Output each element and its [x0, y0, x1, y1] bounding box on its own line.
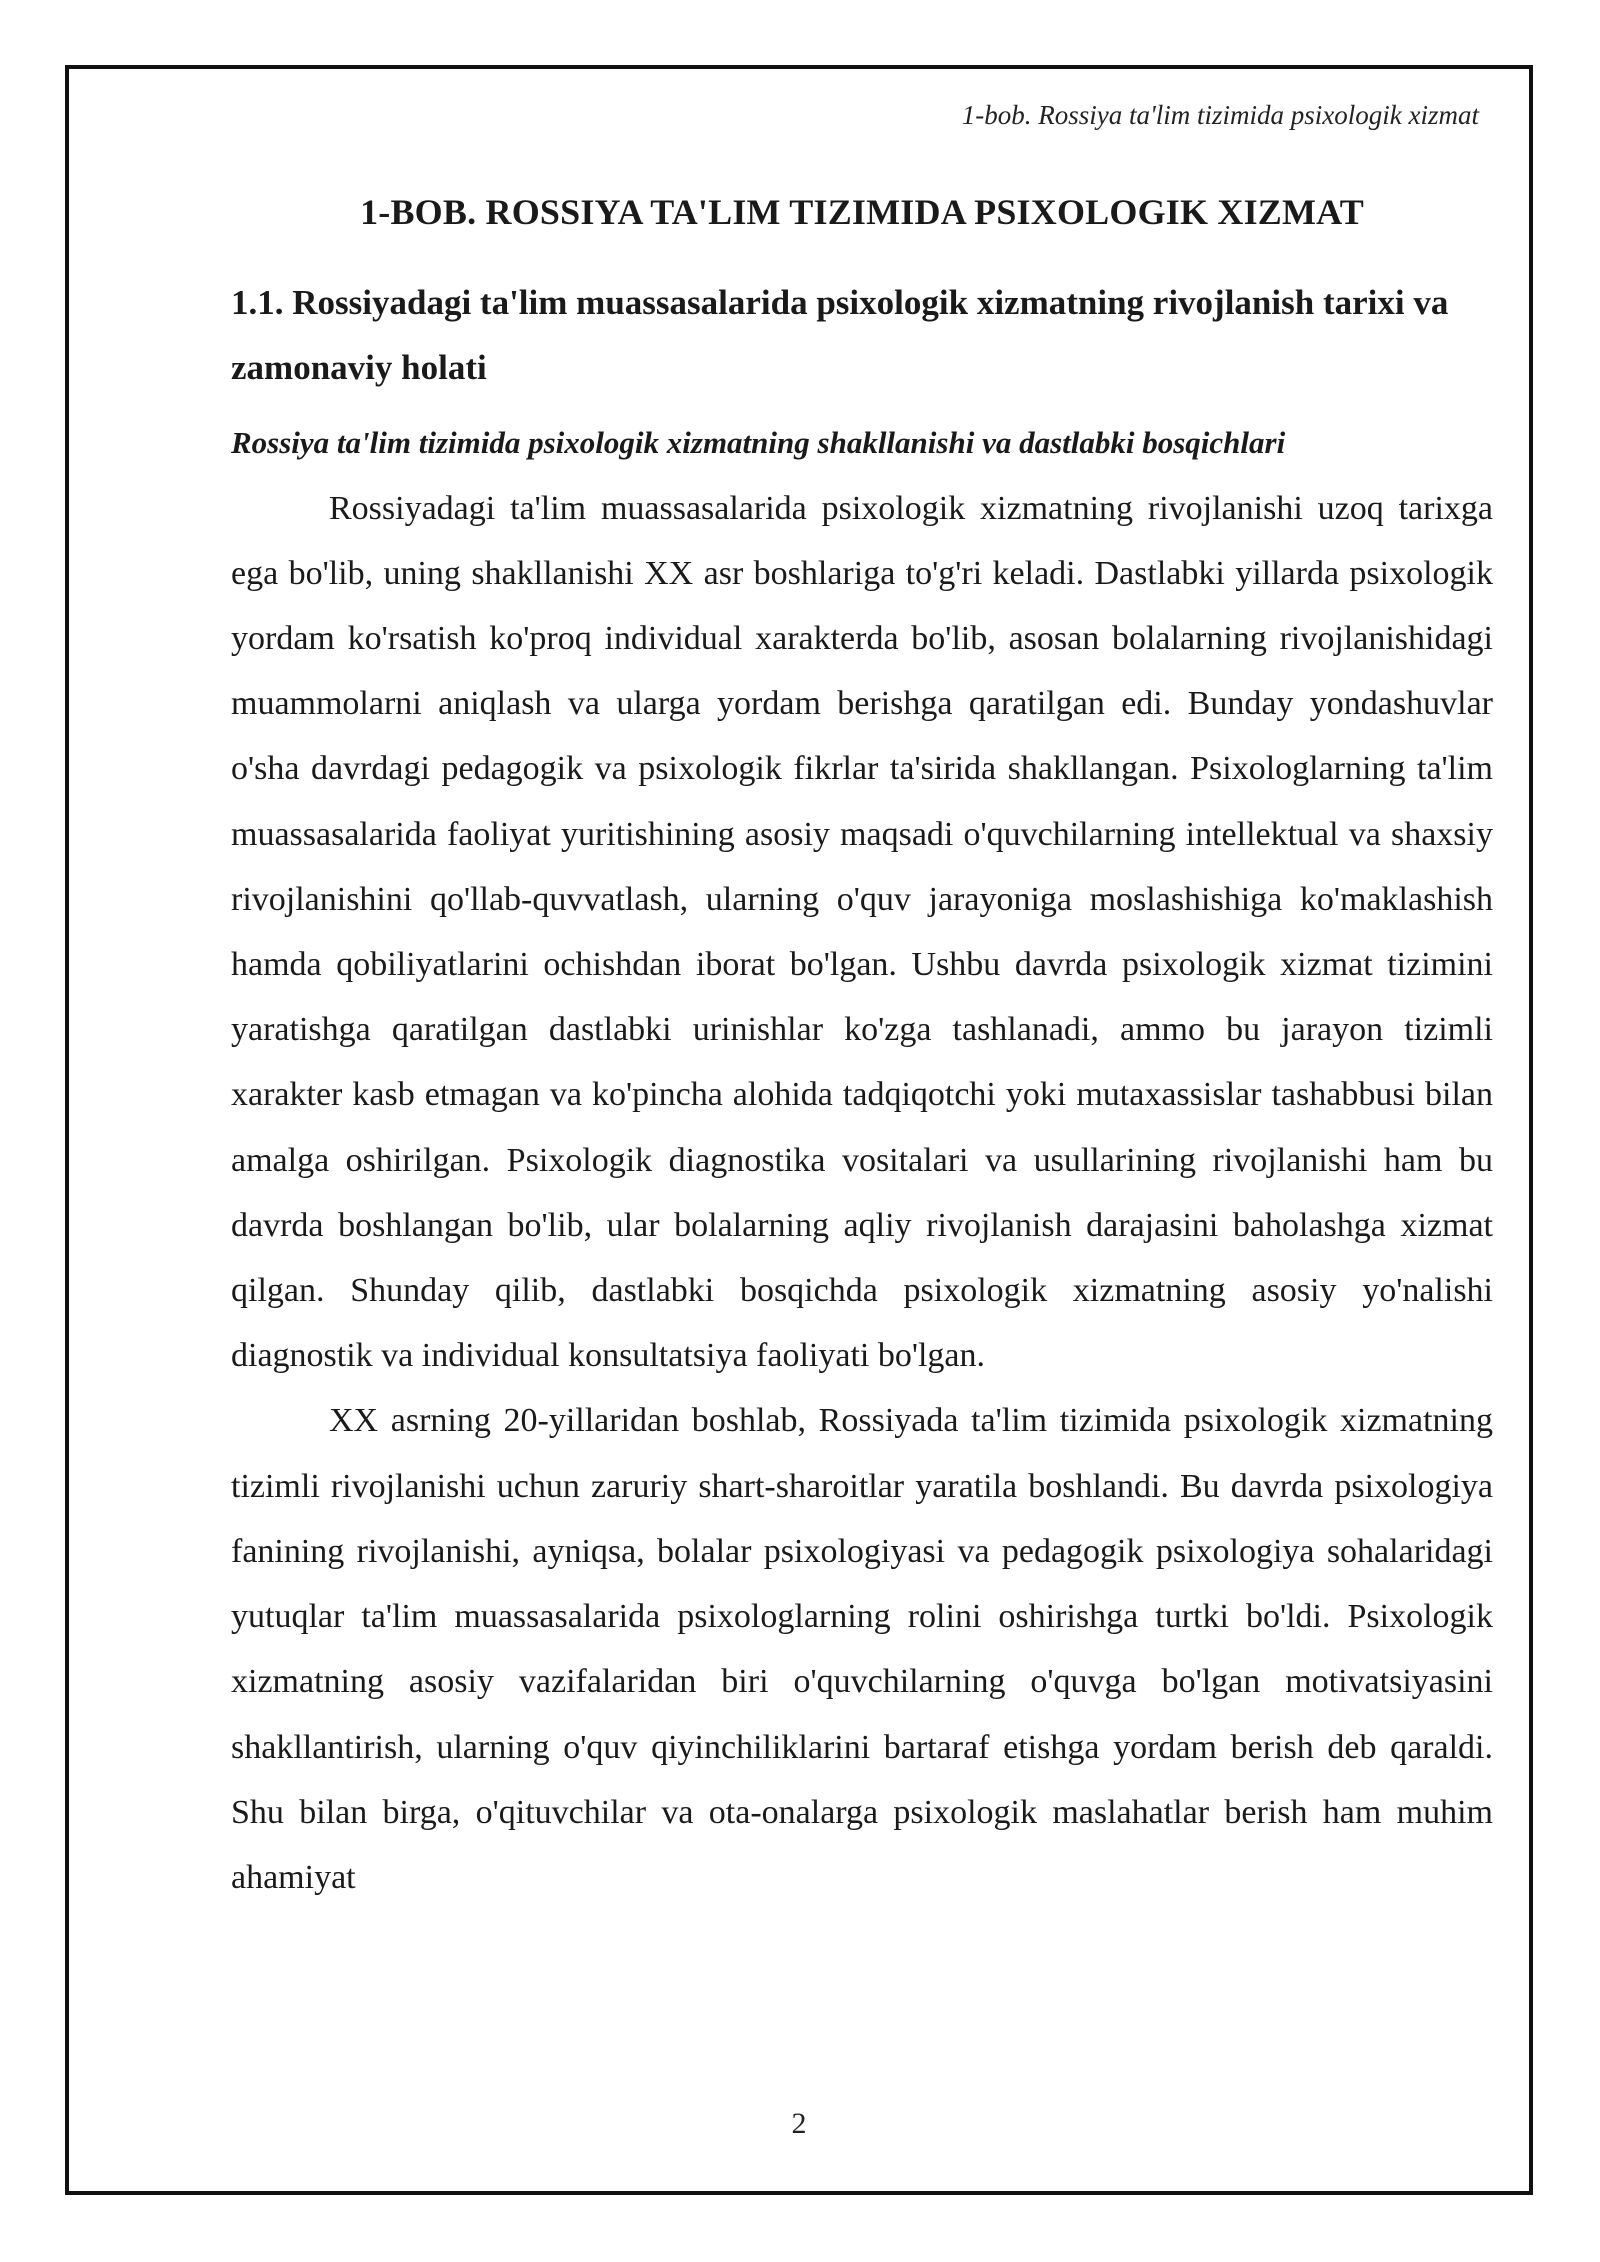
page-content — [231, 189, 1493, 1910]
section-title: 1.1. Rossiyadagi ta'lim muassasalarida psixologik xizmatning rivojlanish tarixi va zamonaviy holati — [231, 282, 1449, 387]
page-number: 2 — [791, 2107, 807, 2140]
chapter-title: 1-BOB. ROSSIYA TA'LIM TIZIMIDA PSIXOLOGIK XIZMAT — [360, 192, 1364, 232]
running-header: 1-bob. Rossiya ta'lim tizimida psixologik xizmat — [961, 100, 1479, 130]
body-paragraph: XX asrning 20-yillaridan boshlab, Rossiyada ta'lim tizimida psixologik xizmatning tizimli rivojlanishi uchun zaruriy shart-sharoitlar yaratila boshlandi. Bu davrda psixologiya fanining rivojlanishi, ayniqsa, bolalar psixologiyasi va pedagogik psixologiya sohalaridagi yutuqlar ta'lim muassasalarida psixologlarning rolini oshirishga turtki bo'ldi. Psixologik xizmatning asosiy vazifalaridan biri o'quvchilarning o'quvga bo'lgan motivatsiyasini shakllantirish, ularning o'quv qiyinchiliklarini bartaraf etishga yordam berish deb qaraldi. Shu bilan birga, o'qituvchilar va ota-onalarga psixologik maslahatlar berish ham muhim ahamiyat — [231, 1402, 1493, 1896]
page-frame — [65, 65, 1533, 2195]
body-paragraph: Rossiyadagi ta'lim muassasalarida psixologik xizmatning rivojlanishi uzoq tarixga ega bo'lib, uning shakllanishi XX asr boshlariga to'g'ri keladi. Dastlabki yillarda psixologik yordam ko'rsatish ko'proq individual xarakterda bo'lib, asosan bolalarning rivojlanishidagi muammolarni aniqlash va ularga yordam berishga qaratilgan edi. Bunday yondashuvlar o'sha davrdagi pedagogik va psixologik fikrlar ta'sirida shakllangan. Psixologlarning ta'lim muassasalarida faoliyat yuritishining asosiy maqsadi o'quvchilarning intellektual va shaxsiy rivojlanishini qo'llab-quvvatlash, ularning o'quv jarayoniga moslashishiga ko'maklashish hamda qobiliyatlarini ochishdan iborat bo'lgan. Ushbu davrda psixologik xizmat tizimini yaratishga qaratilgan dastlabki urinishlar ko'zga tashlanadi, ammo bu jarayon tizimli xarakter kasb etmagan va ko'pincha alohida tadqiqotchi yoki mutaxassislar tashabbusi bilan amalga oshirilgan. Psixologik diagnostika vositalari va usullarining rivojlanishi ham bu davrda boshlangan bo'lib, ular bolalarning aqliy rivojlanish darajasini baholashga xizmat qilgan. Shunday qilib, dastlabki bosqichda psixologik xizmatning asosiy yo'nalishi diagnostik va individual konsultatsiya faoliyati bo'lgan. — [231, 489, 1493, 1375]
subsection-title: Rossiya ta'lim tizimida psixologik xizmatning shakllanishi va dastlabki bosqichlari — [231, 424, 1286, 460]
